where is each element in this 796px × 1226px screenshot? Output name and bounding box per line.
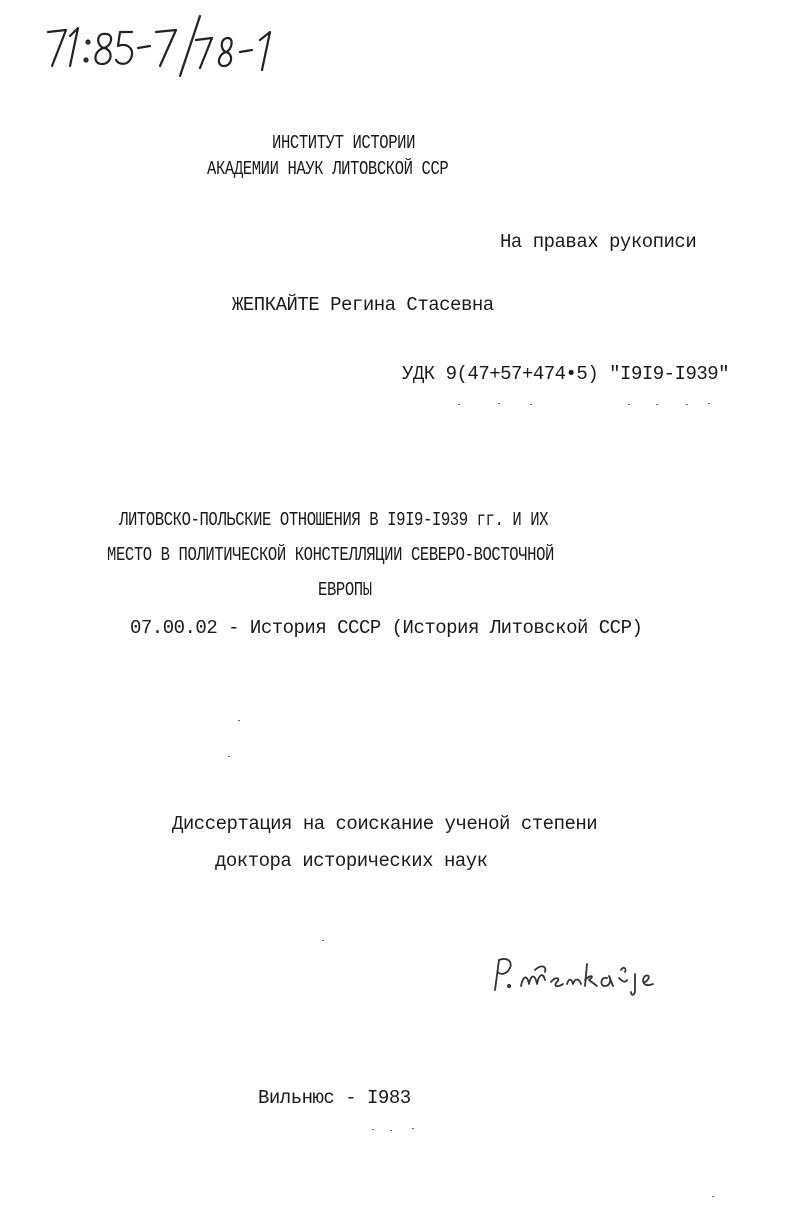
scan-speck [656, 404, 658, 405]
dissertation-line-2: доктора исторических наук [215, 850, 488, 872]
scan-speck [372, 1129, 374, 1130]
scan-speck [412, 1128, 414, 1129]
scan-speck [686, 404, 688, 405]
handwritten-archive-number [40, 10, 290, 80]
place-year: Вильнюс - I983 [258, 1087, 411, 1109]
scan-speck [238, 720, 240, 721]
scan-speck [390, 1130, 392, 1131]
title-line-2: МЕСТО В ПОЛИТИЧЕСКОЙ КОНСТЕЛЛЯЦИИ СЕВЕРО-ВОСТОЧНОЙ [107, 544, 554, 566]
institute-line-1: ИНСТИТУТ ИСТОРИИ [272, 132, 416, 154]
udc-code: УДК 9(47+57+474•5) "I9I9-I939" [402, 363, 730, 385]
manuscript-rights: На правах рукописи [500, 231, 697, 253]
title-line-3: ЕВРОПЫ [318, 579, 372, 601]
dissertation-line-1: Диссертация на соискание ученой степени [172, 813, 598, 835]
scan-speck [498, 403, 500, 404]
scan-speck [708, 403, 710, 404]
scan-speck [530, 404, 532, 405]
author-name: ЖЕПКАЙТЕ Регина Стасевна [232, 294, 494, 316]
specialty-code: 07.00.02 - История СССР (История Литовской ССР) [130, 617, 643, 639]
institute-line-2: АКАДЕМИИ НАУК ЛИТОВСКОЙ ССР [207, 158, 449, 180]
handwritten-signature [485, 950, 685, 1000]
scan-speck [458, 404, 460, 405]
scan-speck [628, 404, 630, 405]
title-line-1: ЛИТОВСКО-ПОЛЬСКИЕ ОТНОШЕНИЯ В I9I9-I939 гг. И ИХ [119, 509, 549, 531]
scan-speck [712, 1196, 714, 1197]
scan-speck [322, 940, 324, 941]
scan-speck [228, 756, 230, 757]
